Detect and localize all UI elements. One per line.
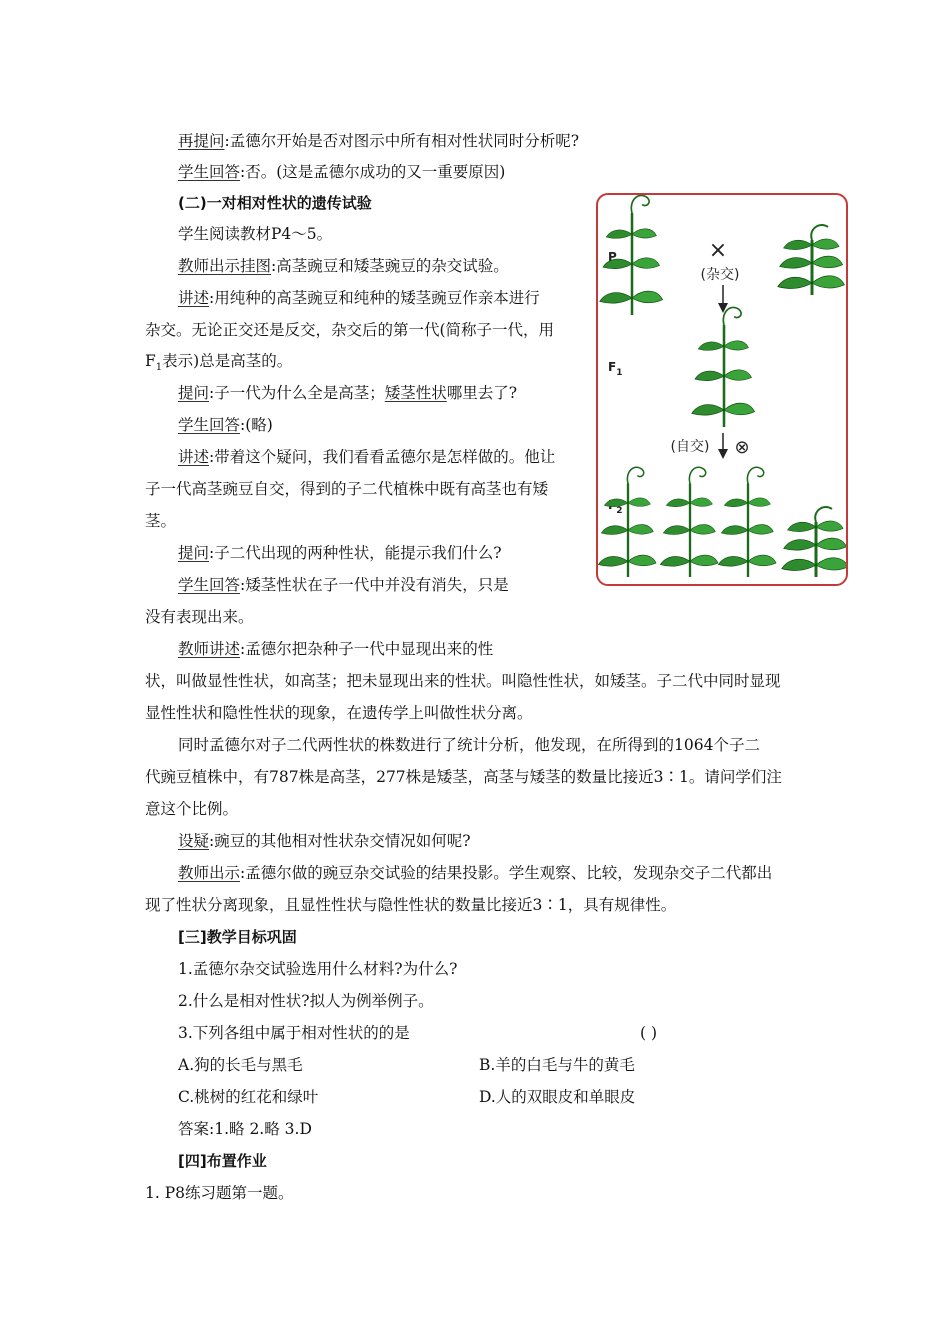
- self-cross-label: (自交): [670, 439, 710, 455]
- label-teacher-narration: 教师讲述: [178, 640, 241, 658]
- label-question: 提问: [178, 384, 210, 402]
- label-teacher-projects: 教师出示: [178, 864, 241, 882]
- f1-tall-plant: [692, 307, 755, 427]
- label-student-answer-3: 学生回答: [178, 576, 241, 594]
- text-question-underlined: 矮茎性状: [384, 384, 447, 402]
- homework-item-1: 1. P8练习题第一题。: [145, 1184, 294, 1202]
- text-set-doubt: :豌豆的其他相对性状杂交情况如何呢?: [209, 832, 471, 850]
- paragraph-statistics-cont2: 意这个比例。: [145, 800, 239, 818]
- paragraph-requestion: [178, 129, 579, 153]
- text-teacher-narration: :孟德尔把杂种子一代中显现出来的性: [240, 640, 494, 658]
- text-question-a: :子一代为什么全是高茎；: [209, 384, 385, 402]
- self-cross-symbol: ⊗: [734, 437, 750, 458]
- f1-text: 表示)总是高茎的。: [162, 352, 293, 370]
- paragraph-teacher-narration-cont: 状，叫做显性性状，如高茎；把未显现出来的性状。叫隐性性状，如矮茎。子二代中同时显现: [145, 672, 781, 690]
- option-a: A.狗的长毛与黑毛: [178, 1056, 303, 1074]
- paragraph-teacher-narration: [178, 637, 493, 661]
- label-question-2: 提问: [178, 544, 210, 562]
- text-requestion: :孟德尔开始是否对图示中所有相对性状同时分析呢?: [224, 132, 580, 150]
- paragraph-question-2: [178, 541, 502, 565]
- option-d: D.人的双眼皮和单眼皮: [479, 1088, 636, 1106]
- paragraph-narration-2: [178, 445, 555, 469]
- option-c: C.桃树的红花和绿叶: [178, 1088, 319, 1106]
- paragraph-narration-1: [178, 286, 540, 310]
- section-heading-2: (二)一对相对性状的遗传试验: [178, 194, 372, 212]
- paragraph-teacher-projects-cont: 现了性状分离现象，且显性性状与隐性性状的数量比接近3∶1，具有规律性。: [145, 896, 677, 914]
- p-short-plant: [778, 225, 845, 295]
- question-1: 1.孟德尔杂交试验选用什么材料?为什么?: [178, 960, 458, 978]
- label-f1-generation: $F_1$: [608, 360, 623, 378]
- text-narration: :用纯种的高茎豌豆和纯种的矮茎豌豆作亲本进行: [209, 289, 540, 307]
- paragraph-student-answer-2: [178, 413, 273, 437]
- f2-tall-plant-3: [718, 467, 776, 577]
- label-f2-generation: 2: [616, 506, 623, 516]
- label-student-answer-2: 学生回答: [178, 416, 241, 434]
- text-student-answer-2: :(略): [240, 416, 273, 434]
- paragraph-statistics-cont: 代豌豆植株中，有787株是高茎，277株是矮茎，高茎与矮茎的数量比接近3∶1。请问学们注: [145, 768, 782, 786]
- label-narration: 讲述: [178, 289, 210, 307]
- paragraph-question-1: [178, 381, 517, 405]
- paragraph-student-answer-3: [178, 573, 509, 597]
- text-question-b: 哪里去了?: [446, 384, 518, 402]
- paragraph-narration-1-cont2: [145, 349, 292, 380]
- paragraph-teacher-projects: [178, 861, 772, 885]
- cross-label: (杂交): [700, 267, 740, 283]
- paragraph-narration-2-cont: 子一代高茎豌豆自交，得到的子二代植株中既有高茎也有矮: [145, 480, 549, 498]
- paragraph-read-textbook: 学生阅读教材P4～5。: [178, 225, 333, 243]
- label-p-generation: P: [608, 250, 617, 264]
- cross-symbol: ×: [708, 238, 728, 263]
- answer-line: 答案:1.略 2.略 3.D: [178, 1120, 312, 1138]
- question-3: 3.下列各组中属于相对性状的的是: [178, 1024, 410, 1042]
- label-requestion: 再提问: [178, 132, 225, 150]
- label-narration-2: 讲述: [178, 448, 210, 466]
- f1-subscript: 1: [155, 362, 163, 374]
- paragraph-teacher-narration-cont2: 显性性状和隐性性状的现象，在遗传学上叫做性状分离。: [145, 704, 533, 722]
- option-b: B.羊的白毛与牛的黄毛: [479, 1056, 635, 1074]
- label-teacher-shows: 教师出示挂图: [178, 257, 272, 275]
- f1-symbol: F: [145, 352, 156, 370]
- text-teacher-projects: :孟德尔做的豌豆杂交试验的结果投影。学生观察、比较，发现杂交子二代都出: [240, 864, 773, 882]
- text-teacher-shows: :高茎豌豆和矮茎豌豆的杂交试验。: [271, 257, 509, 275]
- paragraph-narration-1-cont: 杂交。无论正交还是反交，杂交后的第一代(简称子一代，用: [145, 321, 555, 339]
- section-heading-3: [三]教学目标巩固: [178, 928, 297, 946]
- paragraph-narration-2-cont2: 茎。: [145, 512, 177, 530]
- paragraph-statistics: 同时孟德尔对子二代两性状的株数进行了统计分析，他发现，在所得到的1064个子二: [178, 736, 760, 754]
- text-question-2: :子二代出现的两种性状，能提示我们什么?: [209, 544, 502, 562]
- question-3-blank: ( ): [640, 1024, 658, 1042]
- paragraph-set-doubt: [178, 829, 471, 853]
- question-2: 2.什么是相对性状?拟人为例举例子。: [178, 992, 434, 1010]
- arrow-p-to-f1: [718, 285, 728, 313]
- f2-short-plant: [782, 507, 846, 577]
- section-heading-4: [四]布置作业: [178, 1152, 267, 1170]
- f2-tall-plant-2: [660, 467, 718, 577]
- paragraph-student-answer-1: [178, 160, 505, 184]
- f2-tall-plant-1: [598, 467, 656, 577]
- pea-cross-diagram: [598, 195, 846, 584]
- paragraph-teacher-shows-chart: [178, 254, 509, 278]
- pea-cross-figure: [596, 193, 848, 586]
- text-student-answer-3: :矮茎性状在子一代中并没有消失，只是: [240, 576, 509, 594]
- label-set-doubt: 设疑: [178, 832, 210, 850]
- arrow-f1-to-f2: [718, 433, 728, 459]
- paragraph-student-answer-3-cont: 没有表现出来。: [145, 608, 254, 626]
- text-student-answer: :否。(这是孟德尔成功的又一重要原因): [240, 163, 506, 181]
- text-narration-2: :带着这个疑问，我们看看孟德尔是怎样做的。他让: [209, 448, 556, 466]
- label-student-answer: 学生回答: [178, 163, 241, 181]
